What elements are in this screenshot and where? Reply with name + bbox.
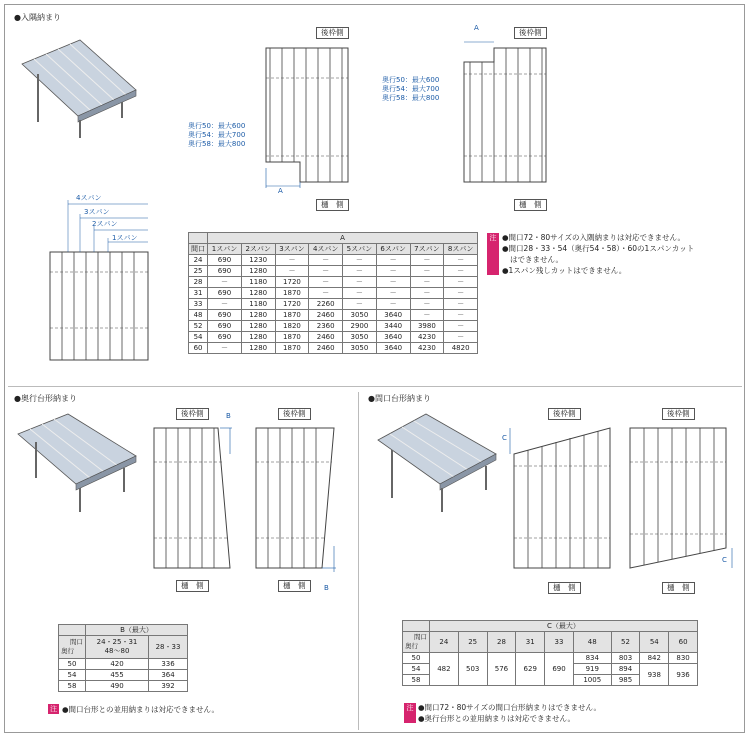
carport-illustration-width-trapezoid <box>374 410 500 516</box>
note-badge-1: 注 <box>487 233 499 275</box>
table-a-row: 28 － 1180 1720 － － － － － <box>189 277 478 288</box>
label-gutter-side: 樋 側 <box>316 199 349 211</box>
depth-trapezoid-panel-right <box>254 426 344 576</box>
table-a-row: 33 － 1180 1720 2260 － － － － <box>189 299 478 310</box>
table-b-row: 54 455 364 <box>59 670 188 681</box>
notes-3 <box>418 702 601 724</box>
table-a-group-header: A <box>208 233 478 244</box>
label-back-side-s3a: 後枠側 <box>548 408 581 420</box>
table-a-row: 60 － 1280 1870 2460 3050 3640 4230 4820 <box>189 343 478 354</box>
dim-b-label-1: B <box>226 412 231 420</box>
table-c: C（最大） 間口 奥行 24 25 28 31 33 48 52 54 60 50 482 503 576 629 690 834 803 842 830 54 919 894 938 936 58 1005 985 <box>402 620 698 686</box>
dim-c-label-2: C <box>722 556 727 564</box>
span-label-4: 4スパン <box>76 194 102 202</box>
table-b <box>58 624 188 692</box>
table-b-col-1: 24・25・31 48〜80 <box>86 636 149 659</box>
label-back-side-s3b: 後枠側 <box>662 408 695 420</box>
span-label-1: 1スパン <box>112 234 138 242</box>
section1-title: ●入隅納まり <box>14 13 61 22</box>
label-gutter-side-s3b: 樋 側 <box>662 582 695 594</box>
label-gutter-side-s3a: 樋 側 <box>548 582 581 594</box>
corner-panel-drawing-right <box>462 46 548 192</box>
horizontal-divider <box>8 386 742 387</box>
note-1-line-3: はできません。 <box>510 255 563 264</box>
note-1-line-1: ●間口72・80サイズの入隅納まりは対応できません。 <box>502 233 685 242</box>
note-badge-3: 注 <box>404 703 416 723</box>
corner-panel-drawing-left <box>264 46 350 192</box>
note-2-line-1: ●間口台形との並用納まりは対応できません。 <box>62 705 219 714</box>
label-back-side: 後枠側 <box>316 27 349 39</box>
notes-1 <box>502 232 694 276</box>
label-back-side-s2a: 後枠側 <box>176 408 209 420</box>
depth-trapezoid-panel-left <box>152 426 234 570</box>
table-b-group-header: B（最大） <box>86 625 188 636</box>
table-a-row: 31 690 1280 1870 － － － － － <box>189 288 478 299</box>
note-badge-2: 注 <box>50 705 57 713</box>
table-b-row: 50 420 336 <box>59 659 188 670</box>
table-a-row: 52 690 1280 1820 2360 2900 3440 3980 － <box>189 321 478 332</box>
note-3-line-2: ●奥行台形との並用納まりは対応できません。 <box>418 714 575 723</box>
dim-a-line-2 <box>462 36 502 48</box>
label-back-side-s2b: 後枠側 <box>278 408 311 420</box>
dim-c-label-1: C <box>502 434 507 442</box>
table-b-body <box>59 659 188 692</box>
carport-illustration-corner <box>18 34 138 144</box>
section3-title: ●間口台形納まり <box>368 394 431 403</box>
note-1-line-2: ●間口28・33・54（奥行54・58）・60の1スパンカット <box>502 244 695 253</box>
label-gutter-side-s2a: 樋 側 <box>176 580 209 592</box>
table-a-row: 54 690 1280 1870 2460 3050 3640 4230 － <box>189 332 478 343</box>
label-gutter-side-s2b: 樋 側 <box>278 580 311 592</box>
dim-a-label-2: A <box>474 24 479 32</box>
table-c-row-58: 58 1005 985 <box>403 675 698 686</box>
span-label-3: 3スパン <box>84 208 110 216</box>
note-3-line-1: ●間口72・80サイズの間口台形納まりはできません。 <box>418 703 601 712</box>
dim-b-label-2: B <box>324 584 329 592</box>
depth-notes-left: 奥行50：最大600 奥行54：最大700 奥行58：最大800 <box>188 122 246 148</box>
label-gutter-side-2: 樋 側 <box>514 199 547 211</box>
width-trapezoid-panel-left <box>510 426 614 574</box>
table-b-corner: 間口 奥行 <box>59 636 86 659</box>
table-a-group-row <box>189 233 478 244</box>
depth-notes-right: 奥行50：最大600 奥行54：最大700 奥行58：最大800 <box>382 76 440 102</box>
table-a-header-row: 間口 1スパン 2スパン 3スパン 4スパン 5スパン 6スパン 7スパン 8スパン <box>189 244 478 255</box>
span-label-2: 2スパン <box>92 220 118 228</box>
note-1-line-4: ●1スパン残しカットはできません。 <box>502 266 627 275</box>
notes-2 <box>48 704 219 715</box>
table-c-row-50: 50 482 503 576 629 690 834 803 842 830 <box>403 653 698 664</box>
label-back-side-2: 後枠側 <box>514 27 547 39</box>
vertical-divider <box>358 392 359 730</box>
table-b-row: 58 490 392 <box>59 681 188 692</box>
table-a-row: 24 690 1230 － － － － － － <box>189 255 478 266</box>
table-c-row-54: 54 919 894 938 936 <box>403 664 698 675</box>
table-a-row: 25 690 1280 － － － － － － <box>189 266 478 277</box>
table-c-group-header: C（最大） <box>430 621 698 632</box>
width-trapezoid-panel-right <box>628 426 738 574</box>
table-b-col-2: 28・33 <box>149 636 188 659</box>
carport-illustration-depth-trapezoid <box>14 412 140 516</box>
table-a-row: 48 690 1280 1870 2460 3050 3640 － － <box>189 310 478 321</box>
dim-a-label: A <box>278 187 283 195</box>
table-a <box>188 232 478 354</box>
section2-title: ●奥行台形納まり <box>14 394 77 403</box>
table-c-corner: 間口 奥行 <box>403 632 430 653</box>
table-a-body <box>189 255 478 354</box>
